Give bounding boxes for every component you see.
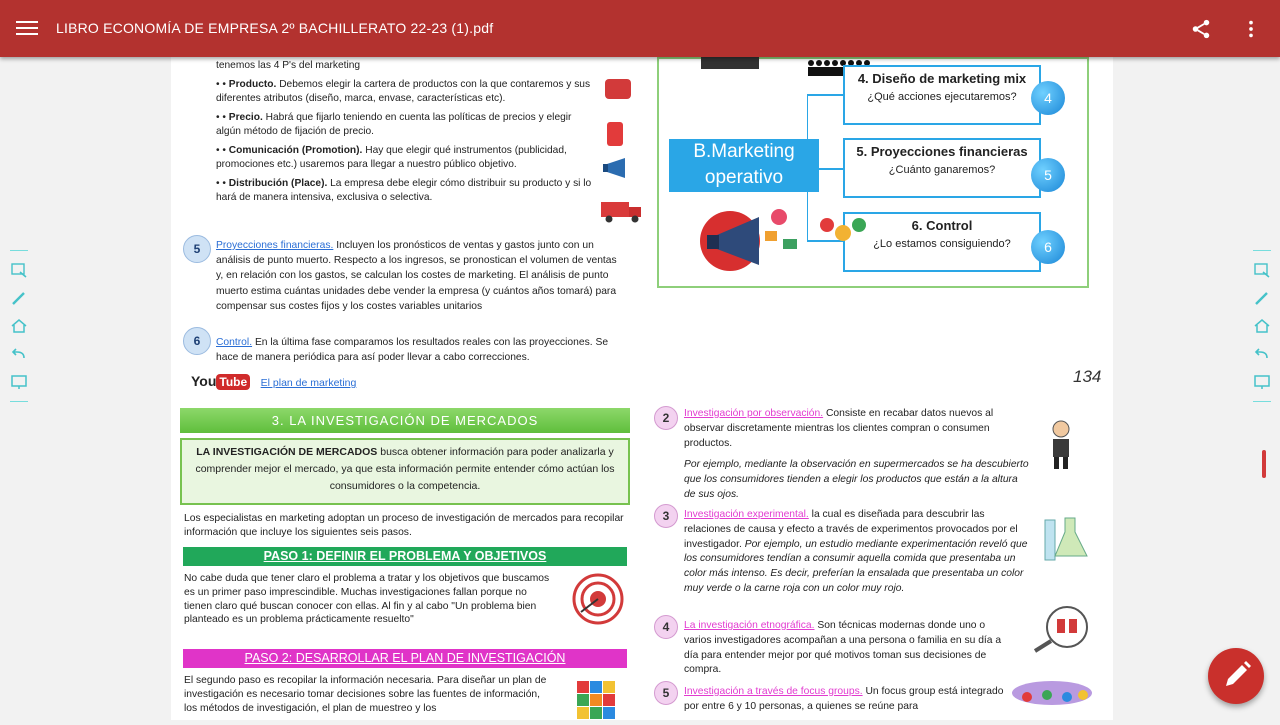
app-toolbar (0, 0, 1280, 57)
megaphone-icon (603, 155, 649, 181)
method-title: Investigación experimental. (684, 509, 809, 520)
method-etnografica: La investigación etnográfica. Son técnicas modernas donde uno o varios investigadores acompañan a una persona o familia en su día a día para entender mejor por qué motivos toman sus decisiones de compra. (684, 620, 1002, 676)
producto-item: • • Producto. Debemos elegir la cartera de productos con la que contaremos y sus diferentes atributos (diseño, marca, envase, características etc). (216, 78, 591, 104)
stage-title: 6. Control (911, 218, 973, 233)
presentation-icon[interactable] (10, 373, 28, 391)
proyecciones-paragraph: Proyecciones financieras. Incluyen los pronósticos de ventas y gastos junto con un análisis de punto muerto. Respecto a los ingresos, se pronostican el volumen de ventas y, en relación con los gastos, se calculan los costes de marketing. El análisis de punto muerto estima cuántas unidades debe vender la empresa (y cuántos años tomará) para compensar sus costes fijos y los costes variables unitarios (216, 240, 617, 312)
search-text-icon[interactable] (1253, 261, 1271, 279)
method-number-5: 5 (654, 681, 678, 705)
paso-2-bar: PASO 2: DESARROLLAR EL PLAN DE INVESTIGACIÓN (183, 649, 627, 668)
target-icon (571, 572, 625, 626)
undo-icon[interactable] (10, 345, 28, 363)
stage-question: ¿Qué acciones ejecutaremos? (867, 91, 1017, 103)
stage-question: ¿Lo estamos consiguiendo? (873, 238, 1011, 250)
method-title: La investigación etnográfica. (684, 620, 815, 631)
pdf-page (171, 57, 1113, 720)
method-title: Investigación a través de focus groups. (684, 686, 863, 697)
hamburger-menu-icon[interactable] (16, 18, 38, 40)
control-paragraph: Control. En la última fase comparamos los resultados reales con las proyecciones. Se hace de manera periódica para así poder llevar a cabo correcciones. (216, 337, 609, 364)
share-icon[interactable] (1190, 18, 1212, 40)
four-ps-intro: tenemos las 4 P's del marketing (216, 60, 361, 71)
megaphone-illustration-icon (695, 205, 805, 271)
method-focus-group: Investigación a través de focus groups. Un focus group está integrado por entre 6 y 10 personas, a quienes se reúne para (684, 686, 1004, 712)
youtube-logo: You (191, 373, 217, 389)
precio-item: • • Precio. Habrá que fijarlo teniendo en cuenta las políticas de precios y elegir algún método de fijación de precio. (216, 111, 572, 137)
comunicacion-item: • • Comunicación (Promotion). Hay que elegir qué instrumentos (publicidad, promociones etc.) usaremos para llegar a nuestro público objetivo. (216, 144, 567, 170)
especialistas-paragraph: Los especialistas en marketing adoptan un proceso de investigación de mercados para recopilar información que incluye los siguientes seis pasos. (184, 513, 624, 538)
product-bag-icon (605, 79, 631, 99)
youtube-link[interactable]: El plan de marketing (260, 377, 357, 389)
proyecciones-link[interactable]: Proyecciones financieras. (216, 240, 334, 251)
pencil-icon[interactable] (10, 289, 28, 307)
edit-fab-button[interactable] (1208, 648, 1264, 704)
lab-flask-icon (1039, 512, 1095, 562)
youtube-logo-tube: Tube (216, 374, 250, 390)
pencil-icon[interactable] (1253, 289, 1271, 307)
home-icon[interactable] (10, 317, 28, 335)
rubiks-cube-icon (575, 677, 619, 720)
more-vert-icon[interactable] (1240, 18, 1260, 40)
youtube-row (191, 373, 356, 391)
stage-number-4: 4 (1031, 81, 1065, 115)
page-number: 134 (1073, 367, 1102, 386)
colorful-icons-cluster (817, 213, 873, 247)
stage-question: ¿Cuánto ganaremos? (888, 164, 996, 176)
stage-title: 5. Proyecciones financieras (856, 144, 1028, 159)
method-title: Investigación por observación. (684, 408, 824, 419)
left-tool-sidebar (10, 250, 34, 402)
right-tool-sidebar (1253, 250, 1277, 402)
stage-5-box (843, 138, 1041, 198)
stage-title: 4. Diseño de marketing mix (857, 71, 1027, 86)
method-number-4: 4 (654, 615, 678, 639)
audience-stage-icon (701, 57, 759, 69)
undo-icon[interactable] (1253, 345, 1271, 363)
investigacion-header-bar: 3. LA INVESTIGACIÓN DE MERCADOS (180, 408, 630, 433)
document-title: LIBRO ECONOMÍA DE EMPRESA 2º BACHILLERATO 22-23 (1).pdf (56, 20, 494, 36)
stage-number-5: 5 (1031, 158, 1065, 192)
paso-1-text: No cabe duda que tener claro el problema a tratar y los objetivos que buscamos es un primer paso imprescindible. Muchas investigaciones fallan porque no tienen claro qué buscan conocer con ellas. Al fin y al cabo "Un problema bien planteado es un problema prácticamente resuelto" (184, 573, 550, 626)
observer-figure-icon (1045, 417, 1077, 469)
method-number-3: 3 (654, 504, 678, 528)
distribucion-item: • • Distribución (Place). La empresa debe elegir cómo distribuir su producto y si lo hará de manera intensiva, exclusiva o selectiva. (216, 177, 592, 203)
focus-group-people-icon (1009, 679, 1095, 719)
page-scroll-indicator[interactable] (1262, 450, 1266, 478)
four-ps-section (216, 59, 626, 210)
paso-2-text: El segundo paso es recopilar la información necesaria. Para diseñar un plan de investigación es necesario tomar decisiones sobre las fuentes de información, los métodos de investigación, el plan de muestreo y los (184, 675, 547, 714)
control-link[interactable]: Control. (216, 337, 253, 348)
magnifier-people-icon (1029, 605, 1095, 653)
presentation-icon[interactable] (1253, 373, 1271, 391)
marketing-operativo-box: B.Marketing operativo (669, 139, 819, 192)
paso-1-bar: PASO 1: DEFINIR EL PROBLEMA Y OBJETIVOS (183, 547, 627, 566)
price-tag-icon (607, 122, 623, 146)
stage-number-6: 6 (1031, 230, 1065, 264)
method-observacion: Investigación por observación. Consiste en recabar datos nuevos al observar discretamente mientras los clientes compran o consumen productos. Por ejemplo, mediante la observación en supermercados se ha descubierto que los consumidores tienden a elegir los productos que están a la altura de sus ojos. (684, 408, 1029, 500)
delivery-truck-icon (601, 199, 645, 223)
step-number-6: 6 (183, 327, 211, 355)
home-icon[interactable] (1253, 317, 1271, 335)
step-number-5: 5 (183, 235, 211, 263)
method-number-2: 2 (654, 406, 678, 430)
stage-4-box (843, 65, 1041, 125)
pencil-edit-icon (1208, 648, 1264, 704)
search-text-icon[interactable] (10, 261, 28, 279)
investigacion-intro-box: LA INVESTIGACIÓN DE MERCADOS busca obtener información para poder analizarla y comprender mejor el mercado, ya que esta información permite entender cómo actúan los consumidores o la competencia. (180, 438, 630, 505)
method-experimental: Investigación experimental. la cual es diseñada para descubrir las relaciones de causa y efecto a través de experimentos provocados por el investigador. Por ejemplo, un estudio mediante experimentación reveló que los consumidores tendían a consumir aquella comida que presentaba un color más intenso. Es decir, preferían la ensalada que presentaba un color muy verde o la carne roja con un color muy rojo. (684, 509, 1028, 594)
